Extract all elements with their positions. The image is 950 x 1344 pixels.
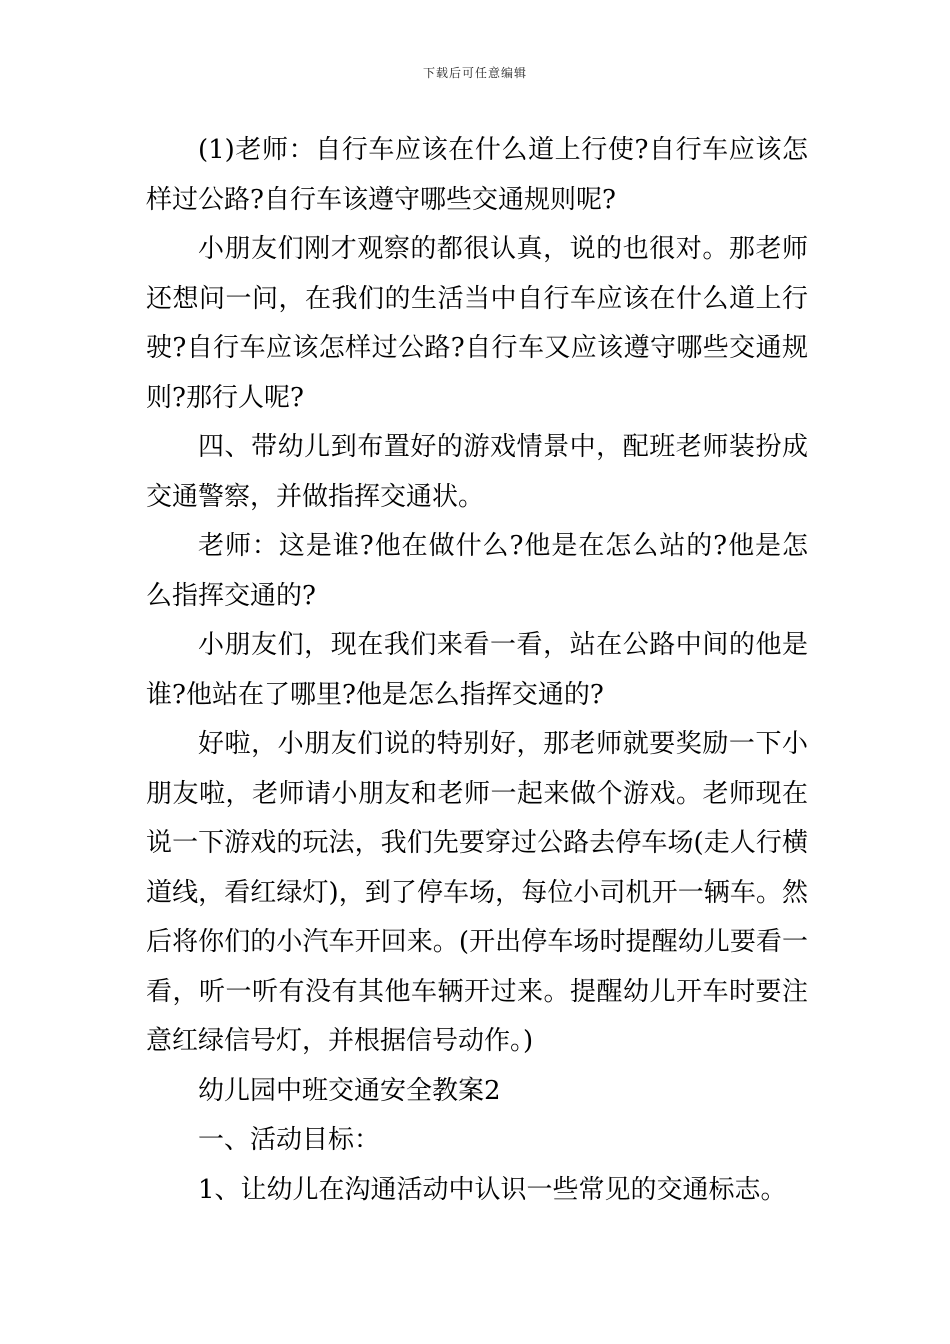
document-body xyxy=(146,126,808,1215)
paragraph-bicycle-question: (1)老师：自行车应该在什么道上行使?自行车应该怎样过公路?自行车该遵守哪些交通规则呢? xyxy=(146,135,808,215)
goal-item-1: 1、让幼儿在沟通活动中认识一些常见的交通标志。 xyxy=(198,1174,787,1205)
page-header: 下载后可任意编辑 xyxy=(422,66,527,80)
paragraph-step-four: 四、带幼儿到布置好的游戏情景中，配班老师装扮成交通警察，并做指挥交通状。 xyxy=(146,432,808,512)
paragraph-teacher-question: 老师：这是谁?他在做什么?他是在怎么站的?他是怎么指挥交通的? xyxy=(146,531,808,611)
section-heading-activity-goals: 一、活动目标： xyxy=(198,1125,381,1155)
paragraph-game-instructions: 好啦，小朋友们说的特别好，那老师就要奖励一下小朋友啦，老师请小朋友和老师一起来做个游戏。老师现在说一下游戏的玩法，我们先要穿过公路去停车场(走人行横道线，看红绿灯)，到了停车场，每位小司机开一辆车。然后将你们的小汽车开回来。(开出停车场时提醒幼儿要看一看，听一听有没有其他车辆开过来。提醒幼儿开车时要注意红绿信号灯，并根据信号动作。) xyxy=(146,729,808,1056)
section-title-lesson-2: 幼儿园中班交通安全教案2 xyxy=(198,1075,501,1106)
paragraph-look-at-road: 小朋友们，现在我们来看一看，站在公路中间的他是谁?他站在了哪里?他是怎么指挥交通的? xyxy=(146,630,808,710)
paragraph-observation-followup: 小朋友们刚才观察的都很认真，说的也很对。那老师还想问一问，在我们的生活当中自行车应该在什么道上行驶?自行车应该怎样过公路?自行车又应该遵守哪些交通规则?那行人呢? xyxy=(146,234,808,413)
